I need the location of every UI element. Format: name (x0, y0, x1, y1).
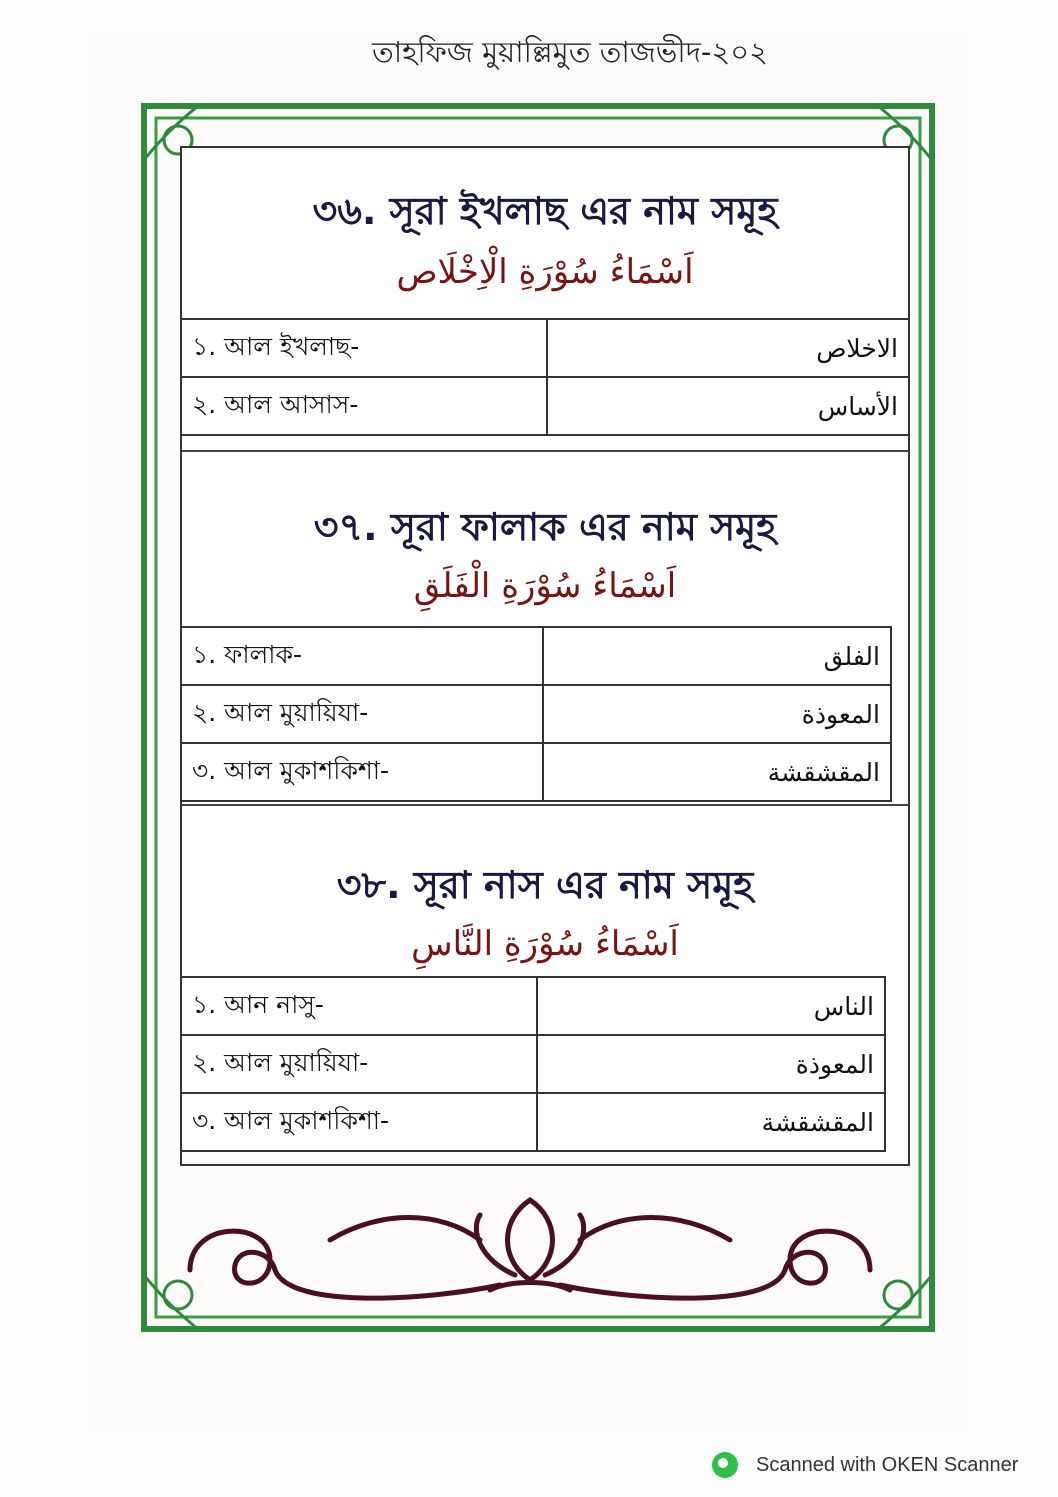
bengali-name: ২. আল মুয়ায়িযা- (181, 1035, 537, 1093)
arabic-title: اَسْمَاءُ سُوْرَةِ النَّاسِ (411, 924, 679, 964)
arabic-name: الناس (537, 977, 885, 1035)
names-table (180, 976, 886, 1152)
arabic-name: المقشقشة (543, 743, 891, 801)
scanner-watermark (712, 1450, 1018, 1480)
section-ikhlas (182, 148, 908, 318)
table-row (181, 685, 891, 743)
section-nas (182, 804, 908, 982)
arabic-title: اَسْمَاءُ سُوْرَةِ الْفَلَقِ (413, 566, 677, 606)
bengali-name: ২. আল আসাস- (181, 377, 547, 435)
arabic-name: الأساس (547, 377, 909, 435)
names-table (180, 318, 910, 436)
scanner-label: Scanned with OKEN Scanner (756, 1453, 1019, 1476)
table-row (181, 377, 909, 435)
section-falaq (182, 450, 908, 628)
bengali-name: ১. আন নাসু- (181, 977, 537, 1035)
arabic-name: المقشقشة (537, 1093, 885, 1151)
ornament-flourish-icon (180, 1180, 880, 1330)
content-box (180, 146, 910, 1166)
section-heading: ৩৭. সূরা ফালাক এর নাম সমূহ (313, 505, 777, 549)
table-row (181, 977, 885, 1035)
table-row (181, 627, 891, 685)
names-table (180, 626, 892, 802)
section-heading: ৩৬. সূরা ইখলাছ এর নাম সমূহ (312, 189, 778, 233)
arabic-name: المعوذة (543, 685, 891, 743)
table-row (181, 1035, 885, 1093)
table-row (181, 319, 909, 377)
table-row (181, 743, 891, 801)
bengali-name: ১. ফালাক- (181, 627, 543, 685)
scanner-logo-icon (712, 1452, 738, 1478)
section-heading: ৩৮. সূরা নাস এর নাম সমূহ (336, 863, 754, 907)
arabic-name: الاخلاص (547, 319, 909, 377)
arabic-title: اَسْمَاءُ سُوْرَةِ الْاِخْلَاص (396, 252, 694, 292)
bengali-name: ২. আল মুয়ায়িযা- (181, 685, 543, 743)
bengali-name: ৩. আল মুকাশকিশা- (181, 743, 543, 801)
bengali-name: ১. আল ইখলাছ- (181, 319, 547, 377)
bengali-name: ৩. আল মুকাশকিশা- (181, 1093, 537, 1151)
table-row (181, 1093, 885, 1151)
arabic-name: الفلق (543, 627, 891, 685)
arabic-name: المعوذة (537, 1035, 885, 1093)
running-head: তাহফিজ মুয়াল্লিমুত তাজভীদ-২০২ (372, 35, 768, 69)
